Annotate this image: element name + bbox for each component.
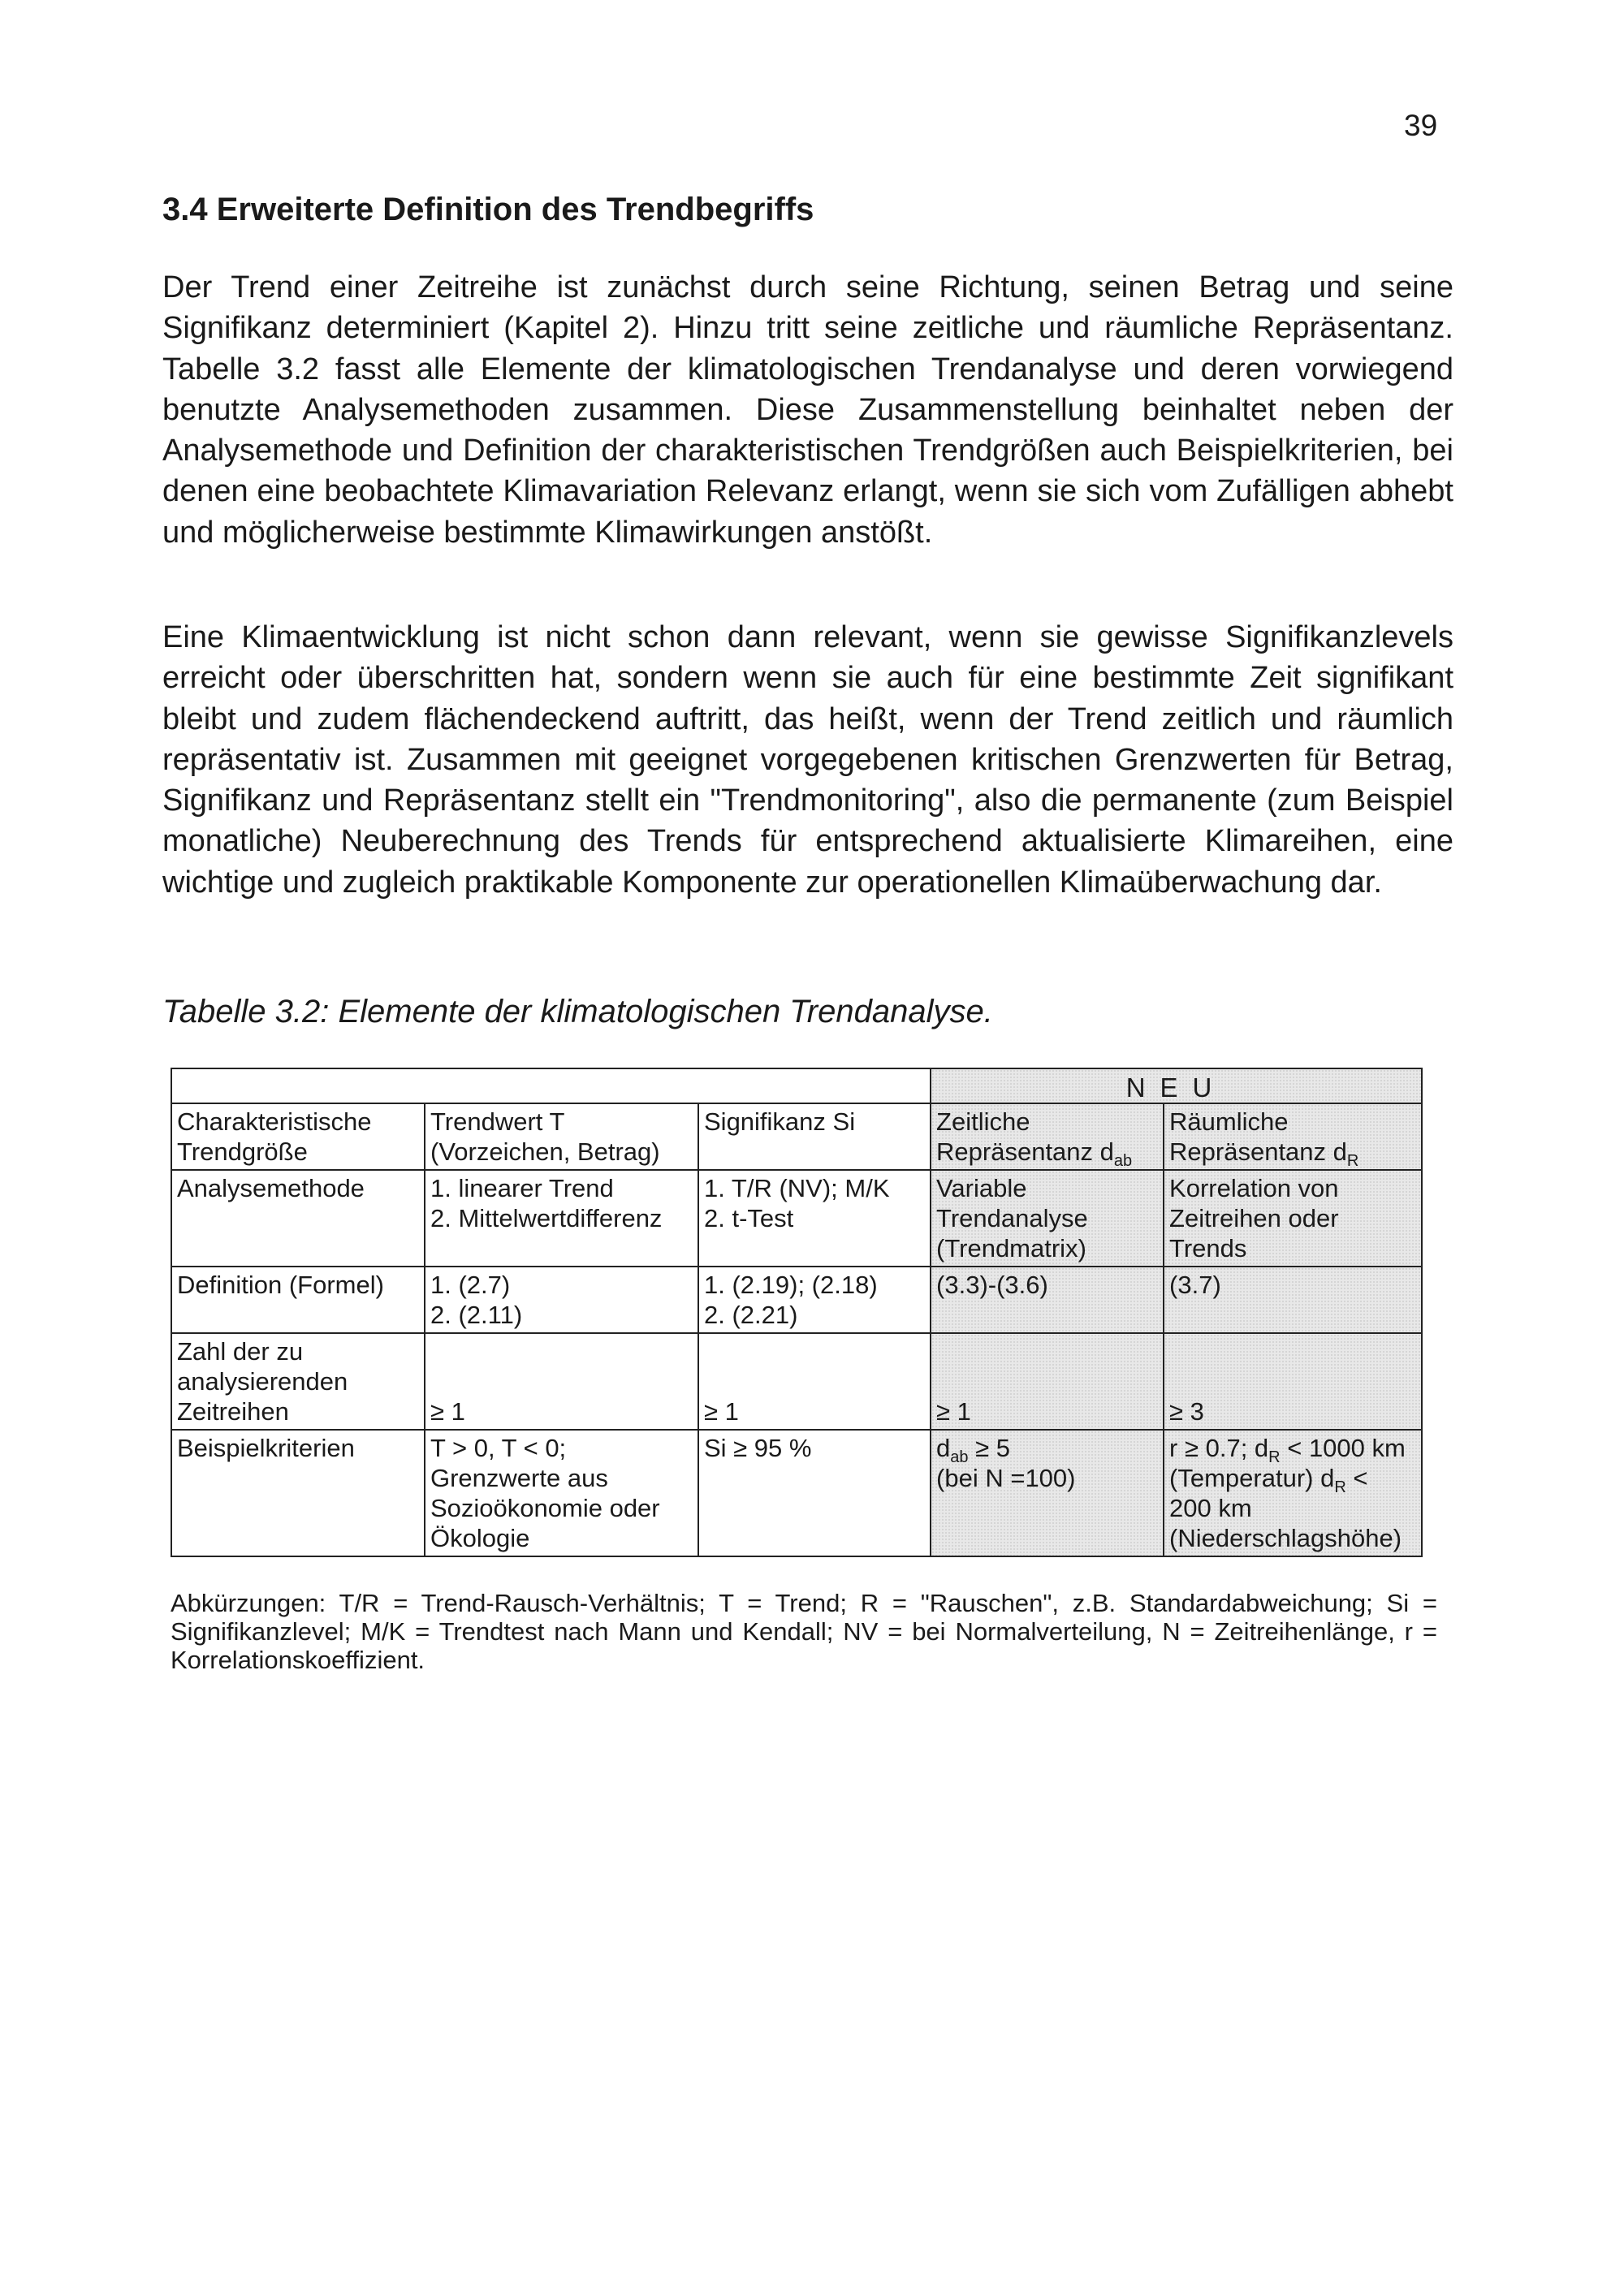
cell-zeitlich: $d_{ab} \ge 5$ (bei N =100) — [931, 1430, 1164, 1556]
cell-raeumlich: (3.7) — [1164, 1267, 1422, 1333]
table-blank-cell — [171, 1068, 931, 1103]
cell-signifikanz: 1. T/R (NV); M/K 2. t-Test — [698, 1170, 931, 1267]
trend-analysis-table — [171, 1068, 1421, 1557]
header-charakteristische-trendgroesse: Charakteristische Trendgröße — [171, 1103, 425, 1170]
header-raeumliche-repraesentanz: Räumliche Repräsentanz $d_R$ — [1164, 1103, 1422, 1170]
table-footnote: Abkürzungen: T/R = Trend-Rausch-Verhältnis; T = Trend; R = "Rauschen", z.B. Standardabweichung; Si = Signifikanzlevel; M/K = Trendtest nach Mann und Kendall; NV = bei Normalverteilung, N = Zeitreihenlänge, r = Korrelationskoeffizient. — [171, 1589, 1437, 1674]
row-label: Beispielkriterien — [171, 1430, 425, 1556]
cell-signifikanz: 1. (2.19); (2.18) 2. (2.21) — [698, 1267, 931, 1333]
cell-zeitlich: ≥ 1 — [931, 1333, 1164, 1430]
table-neu-row — [171, 1068, 1422, 1103]
table-caption: Tabelle 3.2: Elemente der klimatologischen Trendanalyse. — [162, 994, 993, 1029]
cell-raeumlich: Korrelation von Zeitreihen oder Trends — [1164, 1170, 1422, 1267]
cell-trend: ≥ 1 — [425, 1333, 698, 1430]
cell-raeumlich: ≥ 3 — [1164, 1333, 1422, 1430]
cell-signifikanz: ≥ 1 — [698, 1333, 931, 1430]
table-row-beispielkriterien — [171, 1430, 1422, 1556]
cell-trend: T > 0, T < 0; Grenzwerte aus Sozioökonomie oder Ökologie — [425, 1430, 698, 1556]
row-label: Zahl der zu analysierenden Zeitreihen — [171, 1333, 425, 1430]
paragraph-2: Eine Klimaentwicklung ist nicht schon dann relevant, wenn sie gewisse Signifikanzlevels erreicht oder überschritten hat, sondern wenn sie auch für eine bestimmte Zeit signifikant bleibt und zudem flächendeckend auftritt, das heißt, wenn der Trend zeitlich und räumlich repräsentativ ist. Zusammen mit geeignet vorgegebenen kritischen Grenzwerten für Betrag, Signifikanz und Repräsentanz stellt ein "Trendmonitoring", also die permanente (zum Beispiel monatliche) Neuberechnung des Trends für entsprechend aktualisierte Klimareihen, eine wichtige und zugleich praktikable Komponente zur operationellen Klimaüberwachung dar. — [162, 620, 1453, 900]
section-heading: 3.4 Erweiterte Definition des Trendbegriffs — [162, 192, 814, 227]
cell-trend: 1. (2.7) 2. (2.11) — [425, 1267, 698, 1333]
cell-signifikanz: Si ≥ 95 % — [698, 1430, 931, 1556]
table-row-definition — [171, 1267, 1422, 1333]
table-header-row — [171, 1103, 1422, 1170]
table-neu-label: NEU — [931, 1068, 1422, 1103]
cell-zeitlich: Variable Trendanalyse (Trendmatrix) — [931, 1170, 1164, 1267]
row-label: Analysemethode — [171, 1170, 425, 1267]
page-number: 39 — [1404, 109, 1438, 142]
table-row-analysemethode — [171, 1170, 1422, 1267]
header-zeitliche-repraesentanz: Zeitliche Repräsentanz $d_{ab}$ — [931, 1103, 1164, 1170]
cell-zeitlich: (3.3)-(3.6) — [931, 1267, 1164, 1333]
table-row-zahl — [171, 1333, 1422, 1430]
header-signifikanz: Signifikanz Si — [698, 1103, 931, 1170]
header-trendwert: Trendwert T (Vorzeichen, Betrag) — [425, 1103, 698, 1170]
cell-raeumlich: r ≥ 0.7; $d_R < 1000$ km (Temperatur) $d_R < 200$ km (Niederschlagshöhe) — [1164, 1430, 1422, 1556]
paragraph-1: Der Trend einer Zeitreihe ist zunächst durch seine Richtung, seinen Betrag und seine Signifikanz determiniert (Kapitel 2). Hinzu tritt seine zeitliche und räumliche Repräsentanz. Tabelle 3.2 fasst alle Elemente der klimatologischen Trendanalyse und deren vorwiegend benutzte Analysemethoden zusammen. Diese Zusammenstellung beinhaltet neben der Analysemethode und Definition der charakteristischen Trendgrößen auch Beispielkriterien, bei denen eine beobachtete Klimavariation Relevanz erlangt, wenn sie sich vom Zufälligen abhebt und möglicherweise bestimmte Klimawirkungen anstößt. — [162, 270, 1453, 550]
row-label: Definition (Formel) — [171, 1267, 425, 1333]
cell-trend: 1. linearer Trend 2. Mittelwertdifferenz — [425, 1170, 698, 1267]
